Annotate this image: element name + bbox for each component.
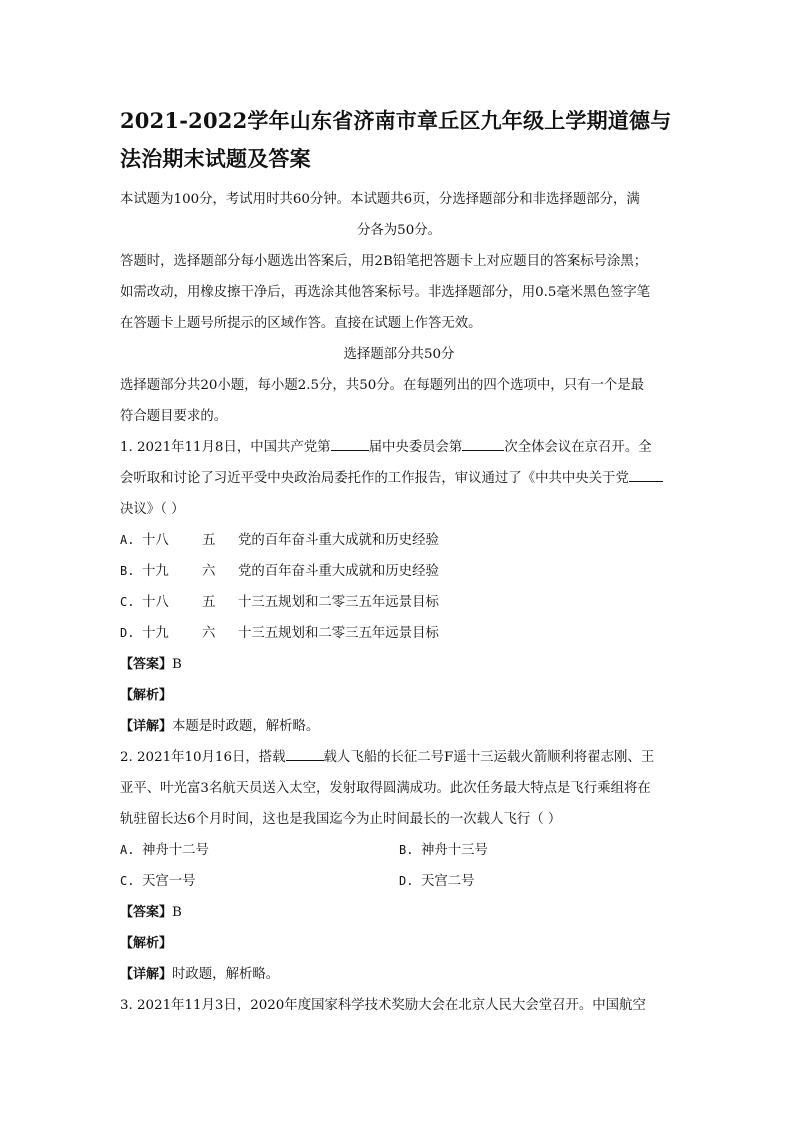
- q1-option-c: [120, 587, 678, 618]
- q1-option-a: [120, 525, 678, 556]
- q2-option-c: [120, 866, 399, 897]
- option-col-1: 十八: [142, 533, 169, 548]
- option-col-2: 五: [202, 533, 216, 548]
- option-col-3: 十三五规划和二零三五年远景目标: [238, 595, 439, 610]
- option-col-3: 党的百年奋斗重大成就和历史经验: [238, 564, 439, 579]
- option-letter: C.: [120, 595, 135, 609]
- option-letter: D.: [399, 874, 414, 888]
- q2-text-part-1: 2. 2021年10月16日，搭载: [120, 750, 286, 765]
- intro-line-1: 本试题为100分，考试用时共60分钟。本试题共6页，分选择题部分和非选择题部分，满: [120, 192, 640, 207]
- q2-options-row-2: [120, 866, 678, 897]
- q2-detail: [120, 959, 678, 990]
- option-text: 神舟十三号: [421, 843, 488, 858]
- analysis-tag: 【解析】: [120, 688, 173, 703]
- option-col-2: 六: [202, 626, 216, 641]
- option-letter: C.: [120, 874, 135, 888]
- option-col-2: 五: [202, 595, 216, 610]
- detail-tag: 【详解】: [120, 967, 173, 982]
- option-col-1: 十八: [142, 595, 169, 610]
- q2-analysis: [120, 928, 678, 959]
- option-letter: A.: [120, 533, 135, 547]
- q2-blank-1: [286, 744, 324, 761]
- option-letter: A.: [120, 843, 135, 857]
- section-desc-2: 符合题目要求的。: [120, 409, 228, 424]
- q1-detail: [120, 711, 678, 742]
- q1-blank-1: [331, 434, 369, 451]
- intro-line-3: 答题时，选择题部分每小题选出答案后，用2B铅笔把答题卡上对应题目的答案标号涂黑；: [120, 254, 648, 269]
- detail-text: 本题是时政题，解析略。: [172, 719, 320, 734]
- intro-line-4: 如需改动，用橡皮擦干净后，再选涂其他答案标号。非选择题部分，用0.5毫米黑色签字笔: [120, 285, 651, 300]
- detail-tag: 【详解】: [120, 719, 173, 734]
- option-letter: D.: [120, 626, 135, 640]
- question-2-line-2: 亚平、叶光富3名航天员送入太空，发射取得圆满成功。此次任务最大特点是飞行乘组将在: [120, 781, 651, 796]
- document-title: 2021-2022学年山东省济南市章丘区九年级上学期道德与法治期末试题及答案: [120, 108, 672, 171]
- section-desc-1: 选择题部分共20小题，每小题2.5分，共50分。在每题列出的四个选项中，只有一个是最: [120, 378, 645, 393]
- option-text: 神舟十二号: [142, 843, 209, 858]
- analysis-tag: 【解析】: [120, 936, 173, 951]
- q1-option-d: [120, 618, 678, 649]
- answer-value: B: [172, 657, 182, 672]
- q1-analysis: [120, 680, 678, 711]
- q2-option-d: [399, 866, 678, 897]
- q1-answer: [120, 649, 678, 680]
- q2-options-row-1: [120, 835, 678, 866]
- q2-answer: [120, 897, 678, 928]
- question-2-line-1: [120, 742, 678, 773]
- q1-blank-3: [629, 465, 663, 482]
- option-col-3: 党的百年奋斗重大成就和历史经验: [238, 533, 439, 548]
- detail-text: 时政题，解析略。: [172, 967, 280, 982]
- question-1-line-2: [120, 463, 678, 494]
- option-text: 天宫一号: [142, 874, 196, 889]
- intro-line-5: 在答题卡上题号所提示的区域作答。直接在试题上作答无效。: [120, 316, 482, 331]
- q2-text-part-2: 载人飞船的长征二号F遥十三运载火箭顺利将翟志刚、王: [323, 750, 655, 765]
- option-letter: B.: [120, 564, 135, 578]
- answer-tag: 【答案】: [120, 905, 173, 920]
- intro-line-2: 分各为50分。: [357, 223, 441, 238]
- q1-text-part-3: 次全体会议在京召开。全: [504, 440, 652, 455]
- q1-line-2-text: 会听取和讨论了习近平受中央政治局委托作的工作报告，审议通过了《中共中央关于党: [120, 471, 629, 486]
- option-text: 天宫二号: [421, 874, 475, 889]
- section-heading: 选择题部分共50分: [343, 347, 455, 362]
- question-2-line-3: 轨驻留长达6个月时间，这也是我国迄今为止时间最长的一次载人飞行（ ）: [120, 812, 562, 827]
- question-3-line-1: 3. 2021年11月3日，2020年度国家科学技术奖励大会在北京人民大会堂召开。中国航空: [120, 998, 646, 1013]
- q1-text-part-2: 届中央委员会第: [368, 440, 463, 455]
- answer-value: B: [172, 905, 182, 920]
- answer-tag: 【答案】: [120, 657, 173, 672]
- q2-option-a: [120, 835, 399, 866]
- q1-option-b: [120, 556, 678, 587]
- option-col-1: 十九: [142, 626, 169, 641]
- option-letter: B.: [399, 843, 414, 857]
- option-col-1: 十九: [142, 564, 169, 579]
- q2-option-b: [399, 835, 678, 866]
- q1-blank-2: [462, 434, 504, 451]
- option-col-3: 十三五规划和二零三五年远景目标: [238, 626, 439, 641]
- question-1-line-1: [120, 432, 678, 463]
- question-1-line-3: 决议》（ ）: [120, 502, 185, 517]
- q1-text-part-1: 1. 2021年11月8日，中国共产党第: [120, 440, 331, 455]
- option-col-2: 六: [202, 564, 216, 579]
